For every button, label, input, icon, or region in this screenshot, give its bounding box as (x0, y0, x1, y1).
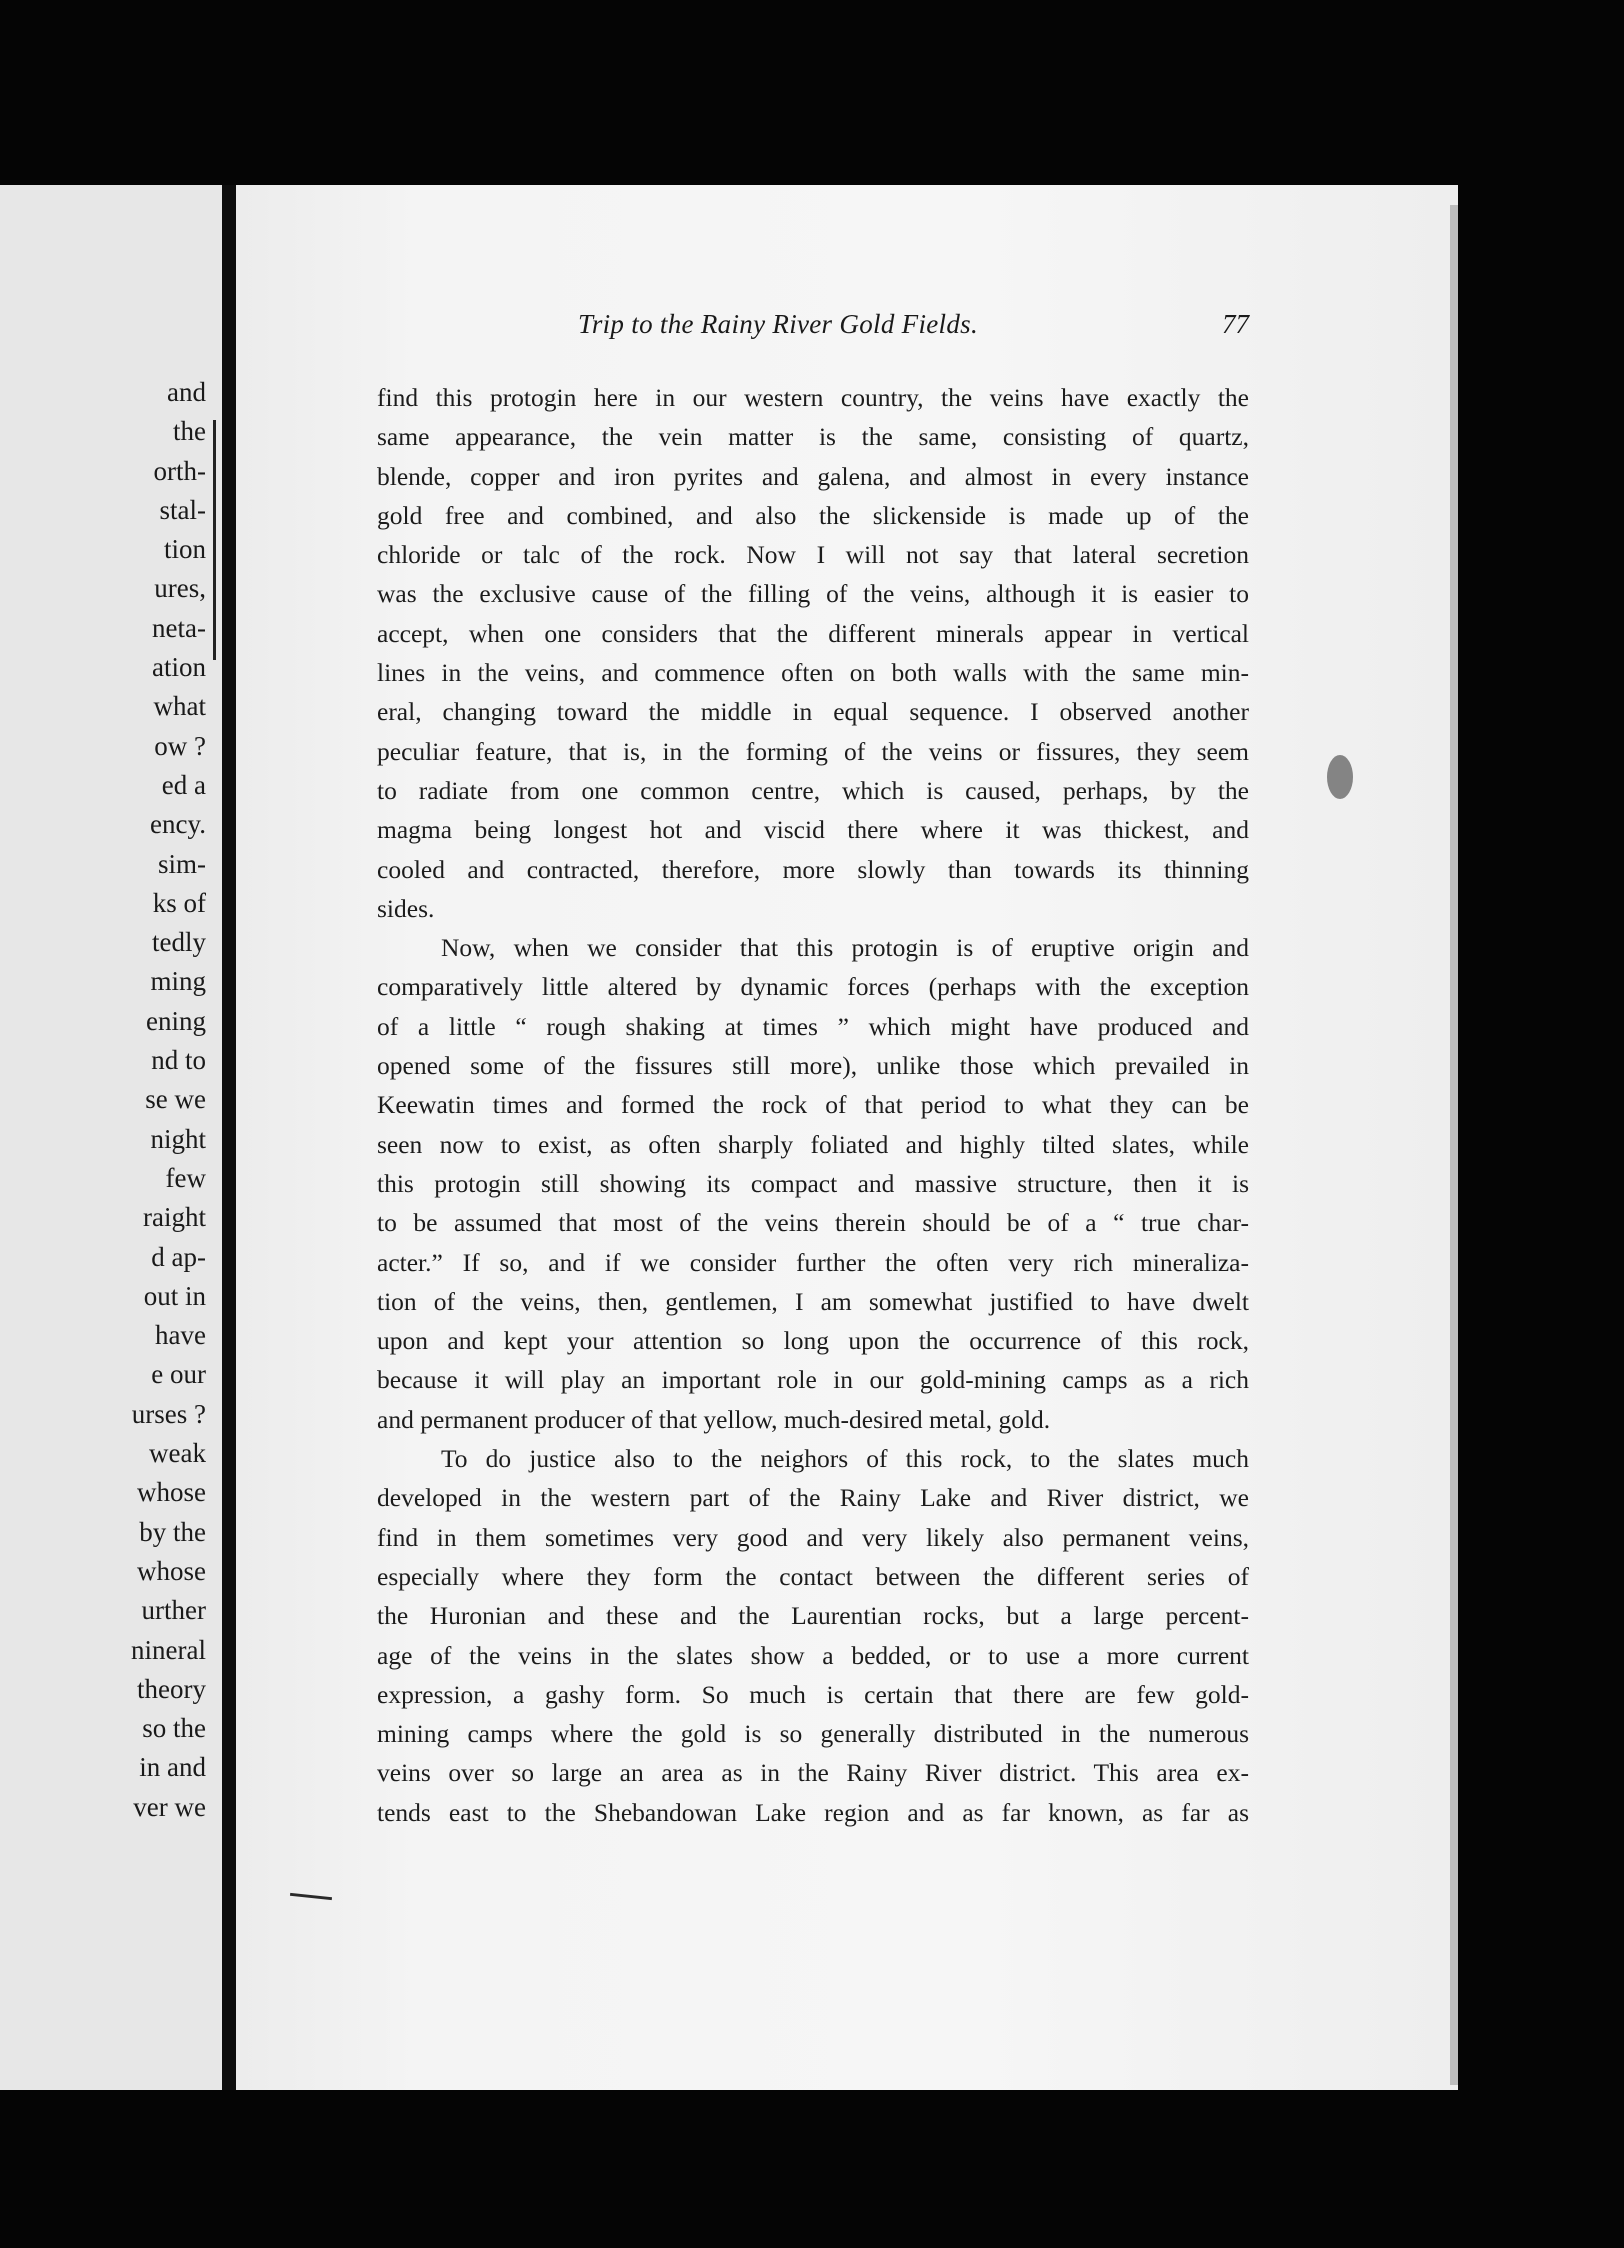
text-line: because it will play an important role in our gold-mining camps as a rich (377, 1365, 1249, 1395)
left-page-line: tion (163, 534, 206, 565)
text-line: accept, when one considers that the different minerals appear in vertical (377, 618, 1249, 648)
left-page-line: raight (143, 1202, 206, 1233)
text-line: chloride or talc of the rock. Now I will not say that lateral secretion (377, 540, 1249, 570)
page-edge (1450, 205, 1458, 2085)
text-line: magma being longest hot and viscid there where it was thickest, and (377, 815, 1249, 845)
left-page-line: neta- (152, 612, 206, 643)
text-line: tion of the veins, then, gentlemen, I am somewhat justified to have dwelt (377, 1286, 1249, 1316)
text-line: the Huronian and these and the Laurentian rocks, but a large percent- (377, 1601, 1249, 1631)
left-page-line: theory (137, 1673, 206, 1704)
left-page-line: the (173, 416, 206, 447)
text-line: age of the veins in the slates show a bedded, or to use a more current (377, 1640, 1249, 1670)
left-page-line: ed a (161, 769, 206, 800)
scan-smudge (1327, 755, 1353, 799)
left-page-line: what (153, 691, 206, 722)
left-page-line: ures, (154, 573, 206, 604)
text-line: upon and kept your attention so long upon the occurrence of this rock, (377, 1326, 1249, 1356)
left-page-line: d ap- (151, 1241, 206, 1272)
text-line: seen now to exist, as often sharply foliated and highly tilted slates, while (377, 1129, 1249, 1159)
left-page-line: urses ? (131, 1398, 206, 1429)
page-body-text (377, 378, 1249, 1832)
gutter-edge-mark (213, 420, 216, 660)
left-page-line: by the (139, 1516, 206, 1547)
left-page-line: urther (141, 1595, 206, 1626)
book-gutter (222, 185, 236, 2090)
left-page-line: ening (146, 1005, 206, 1036)
text-line: acter.” If so, and if we consider further the often very rich mineraliza- (377, 1247, 1249, 1277)
right-page (236, 185, 1458, 2090)
running-head: Trip to the Rainy River Gold Fields. (578, 309, 979, 339)
text-line: To do justice also to the neighors of this rock, to the slates much (441, 1444, 1249, 1474)
left-page-line: have (155, 1320, 206, 1351)
left-page-line: ency. (150, 809, 206, 840)
text-line: peculiar feature, that is, in the forming of the veins or fissures, they seem (377, 736, 1249, 766)
left-page-line: ming (150, 966, 206, 997)
page-number: 77 (1222, 309, 1249, 339)
left-page-line: sim- (157, 848, 206, 879)
left-page-line: tedly (152, 927, 206, 958)
left-page-line: nineral (131, 1634, 206, 1665)
left-facing-page (0, 185, 222, 2090)
left-page-line: night (150, 1123, 206, 1154)
left-page-line: out in (143, 1280, 206, 1311)
text-line: Now, when we consider that this protogin is of eruptive origin and (441, 933, 1249, 963)
text-line: to radiate from one common centre, which is caused, perhaps, by the (377, 775, 1249, 805)
left-page-line: few (165, 1162, 206, 1193)
left-page-line: stal- (159, 494, 206, 525)
text-line: and permanent producer of that yellow, much-desired metal, gold. (377, 1404, 1051, 1434)
text-line: same appearance, the vein matter is the same, consisting of quartz, (377, 422, 1249, 452)
left-page-line: ow ? (154, 730, 206, 761)
text-line: blende, copper and iron pyrites and galena, and almost in every instance (377, 461, 1249, 491)
left-page-line: nd to (151, 1045, 206, 1076)
text-line: find in them sometimes very good and very likely also permanent veins, (377, 1522, 1249, 1552)
left-page-text-fragments (131, 373, 206, 1827)
left-page-line: weak (149, 1438, 206, 1469)
text-line: expression, a gashy form. So much is certain that there are few gold- (377, 1679, 1249, 1709)
text-line: opened some of the fissures still more), unlike those which prevailed in (377, 1051, 1249, 1081)
text-line: gold free and combined, and also the slickenside is made up of the (377, 500, 1249, 530)
text-line: comparatively little altered by dynamic forces (perhaps with the exception (377, 972, 1249, 1002)
text-line: lines in the veins, and commence often on both walls with the same min- (377, 658, 1249, 688)
text-line: veins over so large an area as in the Rainy River district. This area ex- (377, 1758, 1249, 1788)
text-line: was the exclusive cause of the filling of the veins, although it is easier to (377, 579, 1249, 609)
left-page-line: se we (145, 1084, 206, 1115)
text-line: Keewatin times and formed the rock of that period to what they can be (377, 1090, 1249, 1120)
text-line: cooled and contracted, therefore, more slowly than towards its thinning (377, 854, 1249, 884)
left-page-line: orth- (153, 455, 206, 486)
text-line: find this protogin here in our western country, the veins have exactly the (377, 383, 1249, 412)
text-line: especially where they form the contact between the different series of (377, 1561, 1249, 1591)
left-page-line: whose (137, 1555, 206, 1586)
left-page-line: ks of (152, 887, 206, 918)
text-line: tends east to the Shebandowan Lake region and as far known, as far as (377, 1797, 1249, 1827)
text-line: to be assumed that most of the veins therein should be of a “ true char- (377, 1208, 1249, 1238)
left-page-line: ver we (133, 1791, 206, 1822)
left-page-line: ation (152, 652, 206, 683)
left-page-line: whose (137, 1477, 206, 1508)
left-page-line: in and (139, 1752, 206, 1783)
left-page-line: e our (151, 1359, 206, 1390)
left-page-line: so the (142, 1713, 206, 1744)
text-line: this protogin still showing its compact and massive structure, then it is (377, 1168, 1249, 1198)
text-line: developed in the western part of the Rainy Lake and River district, we (377, 1483, 1249, 1513)
text-line: eral, changing toward the middle in equal sequence. I observed another (377, 697, 1249, 727)
text-line: sides. (377, 893, 435, 923)
left-page-line: and (167, 377, 206, 407)
text-line: mining camps where the gold is so generally distributed in the numerous (377, 1719, 1249, 1749)
text-line: of a little “ rough shaking at times ” which might have produced and (377, 1011, 1249, 1041)
